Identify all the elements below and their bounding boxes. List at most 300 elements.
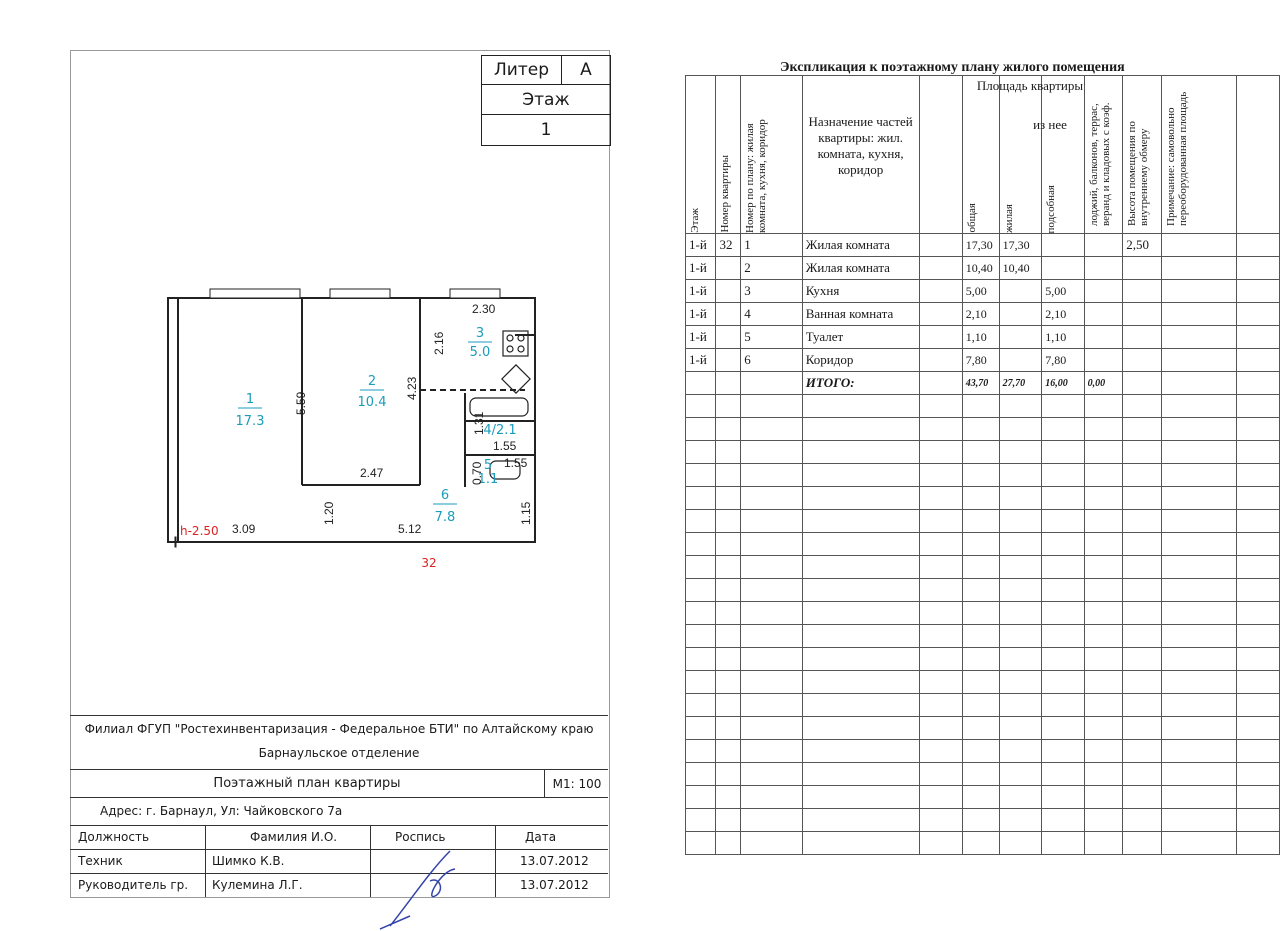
room-5-area: 1.1 — [477, 472, 499, 487]
cell-empty — [1084, 395, 1123, 418]
cell-empty — [919, 671, 962, 694]
cell-empty — [1123, 671, 1162, 694]
cell-empty — [1236, 556, 1279, 579]
cell-empty — [686, 671, 716, 694]
cell-empty — [1084, 648, 1123, 671]
header-row — [70, 825, 608, 849]
cell-empty — [716, 809, 741, 832]
cell-empty — [919, 418, 962, 441]
total-aux: 16,00 — [1042, 372, 1084, 395]
cell-empty — [686, 579, 716, 602]
cell-empty — [1042, 579, 1084, 602]
cell-empty — [741, 556, 803, 579]
address: Адрес: г. Барнаул, Ул: Чайковского 7а — [100, 804, 343, 818]
cell-empty — [802, 786, 919, 809]
cell-aux: 1,10 — [1042, 326, 1084, 349]
cell-empty — [716, 418, 741, 441]
cell-empty — [1236, 464, 1279, 487]
apartment-number-mark: 32 — [421, 556, 437, 570]
cell-empty — [686, 418, 716, 441]
cell-empty — [962, 487, 999, 510]
room-2-area: 10.4 — [357, 395, 387, 410]
cell-empty — [1236, 280, 1279, 303]
empty-row — [686, 648, 1280, 671]
cell-empty — [716, 579, 741, 602]
cell-empty — [1042, 602, 1084, 625]
cell-empty — [1123, 510, 1162, 533]
cell-empty — [962, 579, 999, 602]
cell-name: Кухня — [802, 280, 919, 303]
cell-empty — [802, 487, 919, 510]
cell-empty — [1236, 717, 1279, 740]
cell-num: 3 — [741, 280, 803, 303]
liter-value: А — [562, 56, 610, 85]
cell-empty — [919, 556, 962, 579]
cell-empty — [802, 533, 919, 556]
total-total: 43,70 — [962, 372, 999, 395]
cell-empty — [1161, 326, 1236, 349]
cell-empty — [1123, 579, 1162, 602]
cell-empty — [1161, 257, 1236, 280]
cell-empty — [919, 303, 962, 326]
cell-empty — [1084, 832, 1123, 855]
header-area-group: Площадь квартиры — [976, 78, 1084, 93]
window-room1 — [210, 289, 300, 298]
cell-empty — [741, 648, 803, 671]
handwritten-signature — [370, 831, 480, 931]
cell-name: Жилая комната — [802, 234, 919, 257]
room-1-area: 17.3 — [235, 414, 265, 429]
cell-empty — [962, 395, 999, 418]
cell-empty — [1161, 533, 1236, 556]
cell-empty — [1123, 418, 1162, 441]
cell-empty — [962, 625, 999, 648]
room-1-number: 1 — [245, 392, 255, 407]
cell-empty — [919, 832, 962, 855]
room-4-number: 4/2.1 — [483, 423, 517, 438]
cell-empty — [741, 786, 803, 809]
header-name: Фамилия И.О. — [250, 830, 338, 844]
cell-empty — [1236, 763, 1279, 786]
cell-empty — [1123, 832, 1162, 855]
cell-total: 17,30 — [962, 234, 999, 257]
cell-empty — [1084, 786, 1123, 809]
cell-empty — [686, 740, 716, 763]
cell-empty — [716, 487, 741, 510]
empty-row — [686, 579, 1280, 602]
cell-empty — [1042, 832, 1084, 855]
cell-empty — [1161, 740, 1236, 763]
cell-living: 10,40 — [999, 257, 1042, 280]
cell-empty — [1042, 510, 1084, 533]
cell-empty — [1161, 625, 1236, 648]
header-extra — [1236, 76, 1279, 234]
cell-empty — [919, 349, 962, 372]
header-area-total: общая — [962, 76, 999, 234]
cell-empty — [1161, 648, 1236, 671]
etazh-label: Этаж — [482, 85, 610, 115]
cell-empty — [716, 717, 741, 740]
liter-box — [481, 55, 611, 146]
cell-empty — [999, 717, 1042, 740]
cell-empty — [1161, 441, 1236, 464]
cell-empty — [919, 786, 962, 809]
empty-row — [686, 556, 1280, 579]
cell-empty — [716, 395, 741, 418]
cell-empty — [1236, 234, 1279, 257]
cell-num: 1 — [741, 234, 803, 257]
cell-empty — [1084, 694, 1123, 717]
cell-empty — [919, 372, 962, 395]
cell-empty — [1084, 533, 1123, 556]
header-purpose: Назначение частей квартиры: жил. комната, кухня, коридор — [802, 76, 919, 234]
cell-living — [999, 349, 1042, 372]
cell-total: 2,10 — [962, 303, 999, 326]
cell-empty — [919, 763, 962, 786]
cell-empty — [686, 694, 716, 717]
cell-empty — [1236, 786, 1279, 809]
cell-apt — [716, 349, 741, 372]
cell-empty — [1042, 671, 1084, 694]
cell-empty — [802, 648, 919, 671]
scale-label: М1: 100 — [544, 770, 609, 798]
cell-empty — [802, 602, 919, 625]
cell-num: 5 — [741, 326, 803, 349]
cell-empty — [1236, 349, 1279, 372]
cell-empty — [999, 441, 1042, 464]
header-area-living: жилая — [999, 76, 1042, 234]
signer-2-date: 13.07.2012 — [520, 878, 589, 892]
cell-empty — [962, 786, 999, 809]
cell-empty — [1236, 487, 1279, 510]
cell-empty — [741, 602, 803, 625]
cell-empty — [1123, 786, 1162, 809]
cell-empty — [716, 648, 741, 671]
cell-empty — [1042, 763, 1084, 786]
cell-empty — [1042, 418, 1084, 441]
cell-empty — [919, 694, 962, 717]
cell-empty — [1236, 372, 1279, 395]
cell-empty — [802, 441, 919, 464]
etazh-value: 1 — [540, 120, 552, 140]
cell-empty — [716, 763, 741, 786]
cell-empty — [1123, 717, 1162, 740]
organization-name: Филиал ФГУП "Ростехинвентаризация - Федеральное БТИ" по Алтайскому краю — [84, 722, 594, 736]
table-row — [686, 303, 1280, 326]
cell-empty — [1123, 602, 1162, 625]
empty-row — [686, 671, 1280, 694]
cell-name: Коридор — [802, 349, 919, 372]
explication-table-wrapper — [685, 75, 1280, 855]
room-6-number: 6 — [440, 488, 450, 503]
room-6-area: 7.8 — [434, 510, 456, 525]
cell-apt: 32 — [716, 234, 741, 257]
document-title: Поэтажный план квартиры — [213, 776, 401, 791]
header-note: Примечание: самовольно переоборудованная площадь — [1161, 76, 1236, 234]
dim-wc-depth: 0.70 — [470, 461, 484, 485]
cell-empty — [999, 740, 1042, 763]
cell-empty — [1084, 671, 1123, 694]
cell-height — [1123, 349, 1162, 372]
cell-num: 4 — [741, 303, 803, 326]
header-loggias: лоджий, балконов, террас, веранд и кладовых с коэф. — [1084, 76, 1123, 234]
cell-empty — [802, 464, 919, 487]
empty-row — [686, 418, 1280, 441]
cell-empty — [999, 510, 1042, 533]
cell-empty — [962, 556, 999, 579]
empty-row — [686, 487, 1280, 510]
cell-empty — [716, 694, 741, 717]
cell-living: 17,30 — [999, 234, 1042, 257]
empty-row — [686, 464, 1280, 487]
cell-empty — [686, 786, 716, 809]
cell-empty — [1161, 303, 1236, 326]
cell-empty — [741, 418, 803, 441]
cell-empty — [999, 694, 1042, 717]
signer-2-position: Руководитель гр. — [78, 878, 189, 892]
cell-empty — [1236, 510, 1279, 533]
cell-empty — [1236, 326, 1279, 349]
empty-row — [686, 625, 1280, 648]
cell-empty — [999, 418, 1042, 441]
cell-empty — [919, 280, 962, 303]
cell-empty — [802, 671, 919, 694]
cell-empty — [741, 740, 803, 763]
cell-empty — [919, 740, 962, 763]
cell-empty — [1123, 487, 1162, 510]
header-floor: Этаж — [686, 76, 716, 234]
explication-title: Экспликация к поэтажному плану жилого помещения — [780, 60, 1125, 75]
cell-empty — [1042, 625, 1084, 648]
cell-empty — [1123, 441, 1162, 464]
cell-height — [1123, 280, 1162, 303]
cell-empty — [1236, 625, 1279, 648]
cell-empty — [686, 395, 716, 418]
cell-empty — [802, 717, 919, 740]
cell-empty — [716, 602, 741, 625]
cell-empty — [1123, 648, 1162, 671]
cell-empty — [919, 625, 962, 648]
cell-aux: 7,80 — [1042, 349, 1084, 372]
cell-empty — [962, 717, 999, 740]
cell-floor: 1-й — [686, 234, 716, 257]
signer-1-date: 13.07.2012 — [520, 854, 589, 868]
cell-empty — [1123, 372, 1162, 395]
empty-row — [686, 533, 1280, 556]
cell-empty — [1042, 556, 1084, 579]
cell-empty — [1236, 809, 1279, 832]
cell-loggia — [1084, 257, 1123, 280]
dim-corridor-depth: 1.20 — [322, 501, 336, 525]
cell-empty — [1161, 487, 1236, 510]
cell-empty — [962, 418, 999, 441]
empty-row — [686, 832, 1280, 855]
empty-row — [686, 809, 1280, 832]
cell-height — [1123, 303, 1162, 326]
cell-empty — [999, 648, 1042, 671]
cell-empty — [1084, 809, 1123, 832]
dim-wc-width: 1.55 — [504, 456, 528, 470]
cell-empty — [919, 326, 962, 349]
cell-empty — [1123, 556, 1162, 579]
cell-empty — [716, 671, 741, 694]
empty-row — [686, 510, 1280, 533]
cell-empty — [741, 694, 803, 717]
cell-empty — [1084, 602, 1123, 625]
cell-empty — [1123, 625, 1162, 648]
cell-empty — [741, 579, 803, 602]
cell-empty — [1161, 510, 1236, 533]
cell-empty — [716, 441, 741, 464]
header-date: Дата — [525, 830, 557, 844]
ceiling-height-mark: h-2.50 — [180, 524, 219, 538]
cell-apt — [716, 257, 741, 280]
total-loggia: 0,00 — [1084, 372, 1123, 395]
entry-mark — [175, 537, 176, 547]
cell-empty — [1042, 809, 1084, 832]
header-area-aux: подсобная — [1042, 76, 1084, 234]
cell-num: 6 — [741, 349, 803, 372]
window-kitchen — [450, 289, 500, 298]
cell-apt — [716, 280, 741, 303]
header-empty — [919, 76, 962, 234]
cell-empty — [999, 579, 1042, 602]
cell-empty — [919, 257, 962, 280]
table-row — [686, 234, 1280, 257]
cell-empty — [962, 648, 999, 671]
header-height: Высота помещения по внутреннему обмеру — [1123, 76, 1162, 234]
cell-empty — [962, 533, 999, 556]
cell-empty — [999, 832, 1042, 855]
header-signature: Роспись — [395, 830, 446, 844]
cell-empty — [686, 487, 716, 510]
cell-total: 1,10 — [962, 326, 999, 349]
cell-empty — [1236, 303, 1279, 326]
signer-1-name: Шимко К.В. — [212, 854, 285, 868]
cell-empty — [686, 372, 716, 395]
cell-empty — [1084, 740, 1123, 763]
cell-loggia — [1084, 280, 1123, 303]
cell-empty — [802, 694, 919, 717]
cell-empty — [1123, 533, 1162, 556]
cell-num: 2 — [741, 257, 803, 280]
cell-living — [999, 280, 1042, 303]
cell-empty — [741, 533, 803, 556]
cell-empty — [741, 625, 803, 648]
explication-table — [685, 75, 1280, 855]
cell-loggia — [1084, 234, 1123, 257]
dim-room2-inner: 4.23 — [405, 376, 419, 400]
cell-empty — [1042, 533, 1084, 556]
cell-empty — [962, 763, 999, 786]
empty-row — [686, 441, 1280, 464]
cell-empty — [962, 464, 999, 487]
room-3-area: 5.0 — [469, 345, 491, 360]
cell-empty — [1236, 257, 1279, 280]
signer-2-name: Кулемина Л.Г. — [212, 878, 303, 892]
cell-empty — [686, 533, 716, 556]
cell-empty — [802, 556, 919, 579]
cell-empty — [1236, 832, 1279, 855]
empty-row — [686, 694, 1280, 717]
cell-aux — [1042, 257, 1084, 280]
cell-floor: 1-й — [686, 303, 716, 326]
cell-empty — [741, 763, 803, 786]
cell-empty — [999, 602, 1042, 625]
cell-empty — [741, 395, 803, 418]
cell-name: Ванная комната — [802, 303, 919, 326]
header-plan-number: Номер по плану: жилая комната, кухня, коридор — [741, 76, 803, 234]
cell-empty — [1084, 441, 1123, 464]
cell-empty — [1042, 648, 1084, 671]
cell-empty — [1084, 625, 1123, 648]
cell-empty — [1236, 418, 1279, 441]
cell-empty — [1236, 694, 1279, 717]
title-block — [70, 715, 608, 897]
cell-empty — [1236, 602, 1279, 625]
table-row — [686, 349, 1280, 372]
cell-empty — [1161, 418, 1236, 441]
cell-empty — [686, 441, 716, 464]
total-label: ИТОГО: — [802, 372, 919, 395]
room-3-number: 3 — [475, 326, 485, 341]
liter-label: Литер — [482, 56, 562, 85]
cell-aux: 2,10 — [1042, 303, 1084, 326]
cell-empty — [741, 487, 803, 510]
cell-floor: 1-й — [686, 257, 716, 280]
cell-empty — [802, 418, 919, 441]
signer-1-position: Техник — [78, 854, 123, 868]
dim-room2-depth: 5.59 — [294, 391, 308, 415]
cell-empty — [1042, 694, 1084, 717]
cell-name: Жилая комната — [802, 257, 919, 280]
cell-empty — [741, 671, 803, 694]
dim-room2-width: 2.47 — [360, 466, 384, 480]
cell-floor: 1-й — [686, 280, 716, 303]
cell-living — [999, 303, 1042, 326]
cell-total: 7,80 — [962, 349, 999, 372]
cell-empty — [1161, 717, 1236, 740]
dim-kitchen-width: 2.30 — [472, 302, 496, 316]
cell-empty — [919, 395, 962, 418]
cell-empty — [919, 648, 962, 671]
cell-empty — [919, 533, 962, 556]
cell-empty — [802, 832, 919, 855]
empty-row — [686, 786, 1280, 809]
empty-row — [686, 740, 1280, 763]
cell-empty — [686, 556, 716, 579]
cell-empty — [802, 579, 919, 602]
cell-empty — [716, 510, 741, 533]
cell-empty — [686, 832, 716, 855]
cell-empty — [999, 556, 1042, 579]
cell-empty — [919, 717, 962, 740]
cell-empty — [962, 510, 999, 533]
cell-empty — [999, 487, 1042, 510]
cell-empty — [686, 809, 716, 832]
cell-empty — [1161, 602, 1236, 625]
cell-empty — [1161, 556, 1236, 579]
cell-empty — [716, 556, 741, 579]
cell-empty — [741, 809, 803, 832]
cell-empty — [1042, 786, 1084, 809]
empty-row — [686, 763, 1280, 786]
cell-empty — [999, 809, 1042, 832]
cell-floor: 1-й — [686, 349, 716, 372]
cell-empty — [1236, 441, 1279, 464]
cell-empty — [1236, 671, 1279, 694]
cell-empty — [1084, 556, 1123, 579]
